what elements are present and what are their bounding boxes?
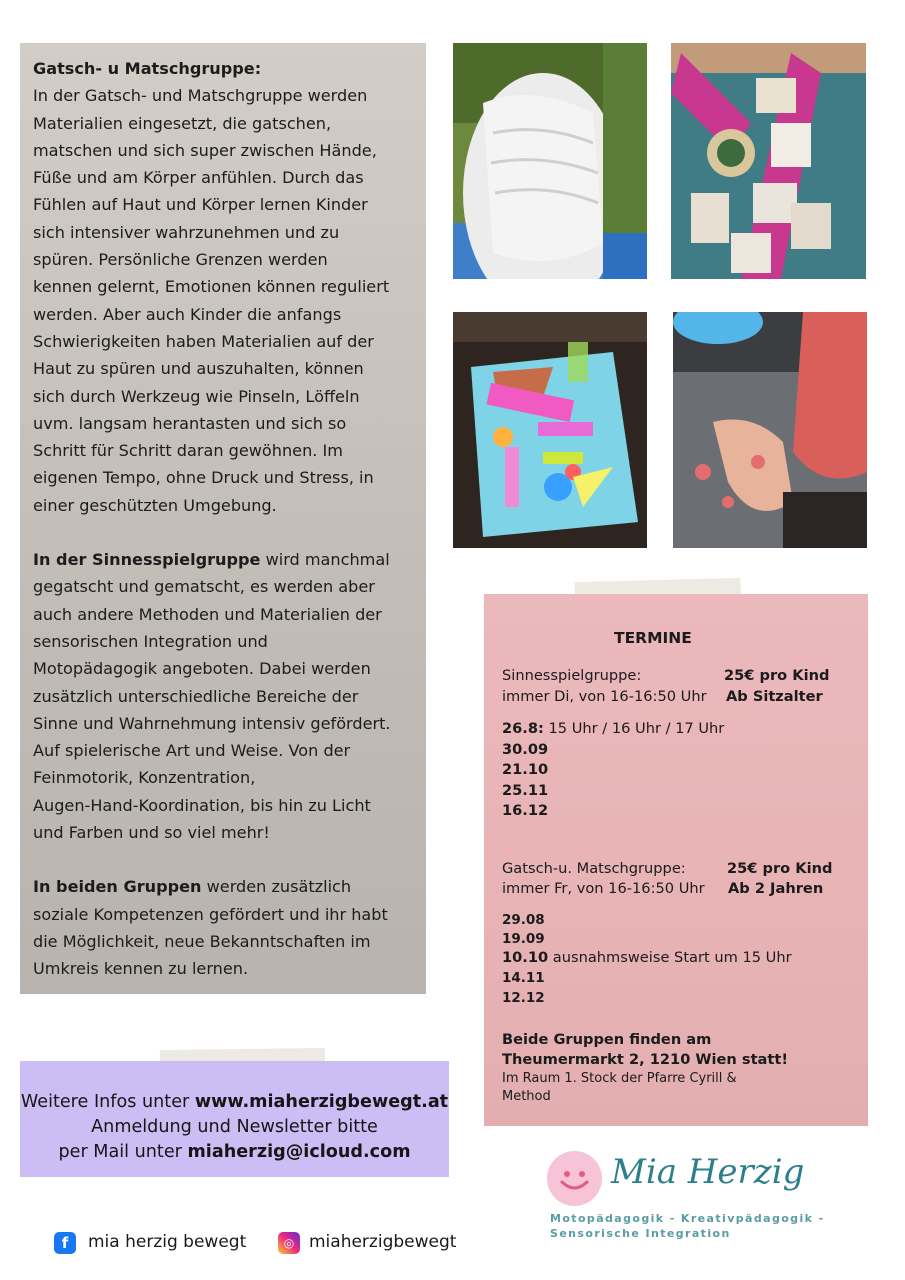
text-line: Füße und am Körper anfühlen. Durch das — [33, 168, 364, 188]
termine-panel — [484, 594, 868, 1126]
instagram-label[interactable]: miaherzigbewegt — [309, 1232, 457, 1252]
facebook-label[interactable]: mia herzig bewegt — [88, 1232, 247, 1252]
room-line: Method — [502, 1089, 551, 1104]
facebook-icon[interactable]: f — [54, 1232, 76, 1254]
gatsch-date: 14.11 — [502, 970, 545, 986]
gatsch-price: 25€ pro Kind — [727, 860, 833, 877]
sinnes-date: 25.11 — [502, 782, 549, 799]
text-line: matschen und sich super zwischen Hände, — [33, 140, 377, 160]
sinnes-date: 21.10 — [502, 761, 549, 778]
gatsch-date-special: 10.10 ausnahmsweise Start um 15 Uhr — [502, 949, 792, 966]
logo-subtitle: Motopädagogik - Kreativpädagogik - Sensorische Integration — [550, 1212, 825, 1240]
location-address: Theumermarkt 2, 1210 Wien statt! — [502, 1051, 789, 1068]
photo-coaster-collage — [671, 43, 866, 279]
info-box — [20, 1061, 449, 1177]
photo-light-table — [453, 312, 647, 548]
text-line: sich intensiver wahrzunehmen und zu — [33, 222, 340, 242]
gatsch-group-time: immer Fr, von 16-16:50 Uhr — [502, 880, 705, 897]
text-line: In der Gatsch- und Matschgruppe werden — [33, 86, 368, 106]
gatsch-group-name: Gatsch-u. Matschgruppe: — [502, 860, 686, 877]
text-line: Schritt für Schritt daran gewöhnen. Im — [33, 441, 343, 461]
sinnes-bold-lead: In der Sinnesspielgruppe — [33, 550, 261, 570]
text-line: Umkreis kennen zu lernen. — [33, 959, 249, 979]
info-line-website: Weitere Infos unter www.miaherzigbewegt.at — [20, 1092, 449, 1112]
text-line: Schwierigkeiten haben Materialien auf der — [33, 331, 374, 351]
text-line: Feinmotorik, Konzentration, — [33, 768, 256, 788]
termine-title: TERMINE — [614, 629, 692, 647]
text-line: Motopädagogik angeboten. Dabei werden — [33, 659, 371, 679]
website-link[interactable]: www.miaherzigbewegt.at — [194, 1092, 449, 1112]
text-line: uvm. langsam herantasten und sich so — [33, 413, 347, 433]
gatsch-description — [33, 82, 416, 519]
location-line: Beide Gruppen finden am — [502, 1031, 712, 1048]
smiley-face-icon — [547, 1151, 602, 1206]
sinnes-paragraph-first-line: In der Sinnesspielgruppe wird manchmal — [33, 550, 390, 570]
text-line: sich durch Werkzeug wie Pinseln, Löffeln — [33, 386, 360, 406]
text-line: zusätzlich unterschiedliche Bereiche der — [33, 686, 359, 706]
text-line: soziale Kompetenzen gefördert und ihr habt — [33, 904, 388, 924]
gatsch-date: 19.09 — [502, 931, 545, 947]
text-line: Augen-Hand-Koordination, bis hin zu Licht — [33, 795, 371, 815]
sinnes-age: Ab Sitzalter — [726, 688, 823, 705]
info-line-signup: Anmeldung und Newsletter bitte — [91, 1117, 378, 1137]
sinnes-date: 30.09 — [502, 741, 549, 758]
room-line: Im Raum 1. Stock der Pfarre Cyrill & — [502, 1071, 737, 1086]
text-line: Haut zu spüren und auszuhalten, können — [33, 359, 364, 379]
text-line: Materialien eingesetzt, die gatschen, — [33, 113, 332, 133]
beide-bold-lead: In beiden Gruppen — [33, 877, 202, 897]
gatsch-date: 29.08 — [502, 912, 545, 928]
text-line: gegatscht und gematscht, es werden aber — [33, 577, 375, 597]
gatsch-age: Ab 2 Jahren — [728, 880, 824, 897]
beide-description — [33, 901, 416, 983]
text-line: die Möglichkeit, neue Bekanntschaften im — [33, 931, 371, 951]
gatsch-heading: Gatsch- u Matschgruppe: — [33, 59, 262, 78]
sinnes-description — [33, 573, 416, 846]
email-link[interactable]: miaherzig@icloud.com — [187, 1142, 411, 1162]
text-line: eigenen Tempo, ohne Druck und Stress, in — [33, 468, 374, 488]
gatsch-date: 12.12 — [502, 990, 545, 1006]
left-text-panel — [20, 43, 426, 994]
sinnes-group-name: Sinnesspielgruppe: — [502, 667, 642, 684]
text-line: sensorischen Integration und — [33, 631, 268, 651]
text-line: kennen gelernt, Emotionen können reguliert — [33, 277, 390, 297]
photo-foam-child — [453, 43, 647, 279]
text-line: spüren. Persönliche Grenzen werden — [33, 250, 328, 270]
beide-paragraph-first-line: In beiden Gruppen werden zusätzlich — [33, 877, 352, 897]
sinnes-date-first: 26.8: 15 Uhr / 16 Uhr / 17 Uhr — [502, 720, 725, 737]
text-line: und Farben und so viel mehr! — [33, 823, 270, 843]
sinnes-price: 25€ pro Kind — [724, 667, 830, 684]
text-line: Auf spielerische Art und Weise. Von der — [33, 741, 351, 761]
text-line: Fühlen auf Haut und Körper lernen Kinder — [33, 195, 368, 215]
photo-pink-slime — [673, 312, 867, 548]
instagram-icon[interactable]: ◎ — [278, 1232, 300, 1254]
logo-name: Mia Herzig — [611, 1152, 805, 1192]
text-line: werden. Aber auch Kinder die anfangs — [33, 304, 342, 324]
sinnes-group-time: immer Di, von 16-16:50 Uhr — [502, 688, 707, 705]
text-line: auch andere Methoden und Materialien der — [33, 604, 382, 624]
text-line: einer geschützten Umgebung. — [33, 495, 277, 515]
sinnes-date: 16.12 — [502, 802, 549, 819]
text-line: Sinne und Wahrnehmung intensiv gefördert. — [33, 713, 391, 733]
info-line-mail: per Mail unter miaherzig@icloud.com — [58, 1142, 411, 1162]
